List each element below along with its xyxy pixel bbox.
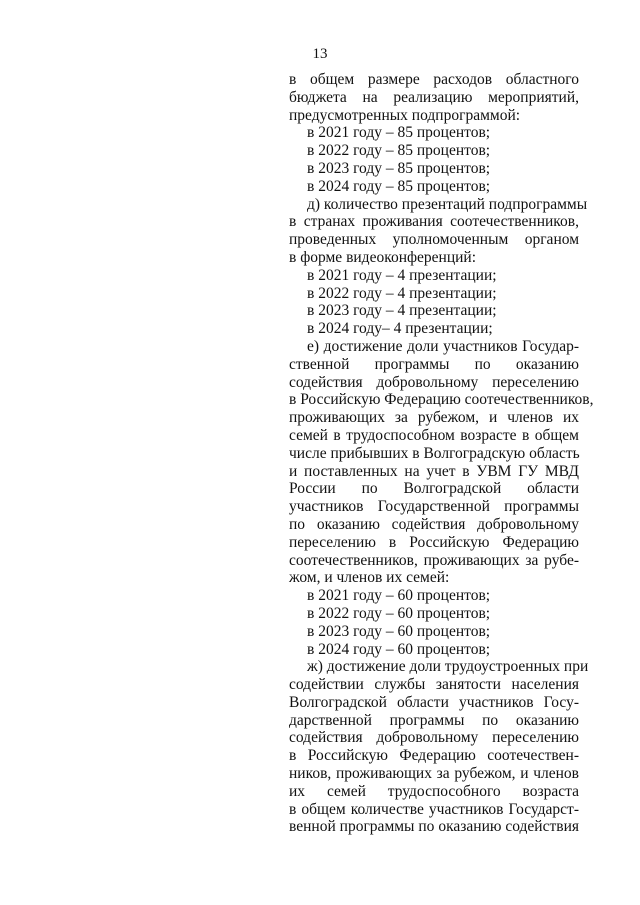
text-line: д) количество презентаций подпрограммы [307,195,588,213]
text-line: соотечественников, проживающих за рубе- [289,551,579,569]
text-line: предусмотренных подпрограммой: [289,106,521,124]
text-line: в Российскую Федерацию соотечествен- [289,747,579,765]
text-line: проживающих за рубежом, и членов их [289,409,579,427]
text-line: в 2023 году – 85 процентов; [307,159,491,177]
text-line: жом, и членов их семей: [289,569,450,587]
text-line: в 2022 году – 4 презентации; [307,284,497,302]
text-line: по оказанию содействия добровольному [289,515,579,533]
text-line: в общем размере расходов областного [289,71,579,88]
text-line: их семей трудоспособного возраста [289,782,579,800]
text-column [289,71,594,836]
text-line: и поставленных на учет в УВМ ГУ МВД [289,462,579,480]
text-line: ж) достижение доли трудоустроенных при [307,658,589,676]
text-line: содействии службы занятости населения [289,676,579,694]
text-line: дарственной программы по оказанию [289,711,579,729]
text-line: числе прибывших в Волгоградскую область [289,444,580,462]
text-line: в 2024 году– 4 презентации; [307,320,493,338]
text-line: в 2021 году – 85 процентов; [307,124,491,142]
text-line: ственной программы по оказанию [289,355,579,373]
text-line: е) достижение доли участников Государ- [307,337,579,355]
text-line: в общем количестве участников Государст- [289,800,579,818]
text-line: Волгоградской области участников Госу- [289,693,579,711]
text-line: ников, проживающих за рубежом, и членов [289,765,579,783]
text-line: в 2022 году – 60 процентов; [307,604,491,622]
text-line: в Российскую Федерацию соотечественников, [289,391,594,409]
text-line: в форме видеоконференций: [289,248,477,266]
text-line: участников Государственной программы [289,498,579,516]
text-line: в 2024 году – 60 процентов; [307,640,491,658]
text-line: содействия добровольному переселению [289,373,579,391]
text-line: в 2022 году – 85 процентов; [307,142,491,160]
text-line: в 2021 году – 60 процентов; [307,587,491,605]
text-line: в 2023 году – 4 презентации; [307,302,497,320]
text-line: в 2023 году – 60 процентов; [307,622,491,640]
text-line: в странах проживания соотечественников, [289,213,579,231]
text-line: бюджета на реализацию мероприятий, [289,88,579,106]
text-line: в 2024 году – 85 процентов; [307,177,491,195]
text-line: в 2021 году – 4 презентации; [307,266,497,284]
text-line: содействия добровольному переселению [289,729,579,747]
text-line: проведенных уполномоченным органом [289,231,579,249]
text-line: России по Волгоградской области [289,480,579,498]
page-number: 13 [312,46,328,62]
text-line: семей в трудоспособном возрасте в общем [289,426,579,444]
text-line: венной программы по оказанию содействия [289,818,579,836]
text-line: переселению в Российскую Федерацию [289,533,579,551]
